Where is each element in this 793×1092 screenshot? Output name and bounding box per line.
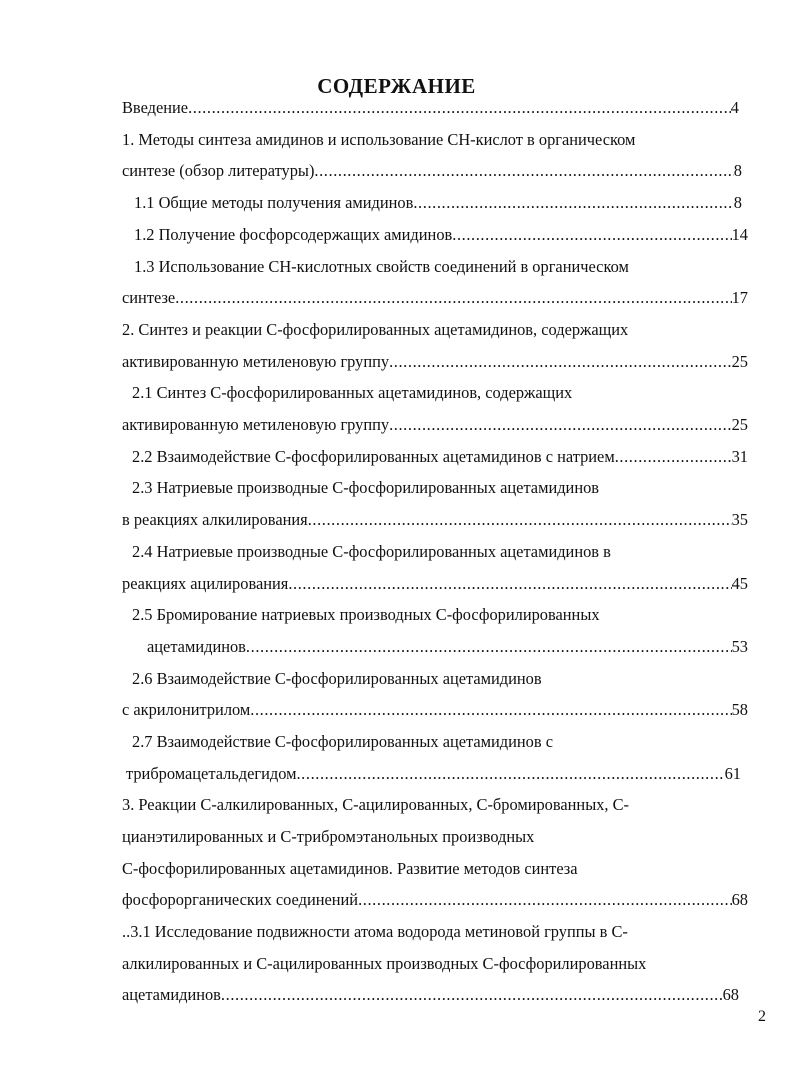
- toc-entry-text: Введение: [122, 98, 189, 117]
- toc-entry: [122, 96, 739, 120]
- toc-entry-page: 17: [731, 288, 748, 307]
- toc-entry: [122, 350, 748, 374]
- toc-entry: [126, 762, 741, 786]
- toc-entry: [122, 508, 748, 532]
- toc-entry-page: 53: [731, 637, 748, 656]
- toc-leader-dots: [188, 96, 731, 120]
- toc-leader-dots: [452, 223, 731, 247]
- toc-entry: [122, 698, 748, 722]
- toc-entry-text: трибромацетальдегидом: [126, 764, 297, 783]
- toc-leader-dots: [413, 191, 733, 215]
- toc-entry-text: с акрилонитрилом: [122, 700, 251, 719]
- toc-entry-text: в реакциях алкилирования: [122, 510, 308, 529]
- toc-entry-page: 61: [724, 764, 741, 783]
- toc-entry-line: 2.6 Взаимодействие С-фосфорилированных ацетамидинов: [132, 669, 542, 688]
- toc-entry-line: 1.3 Использование СН-кислотных свойств соединений в органическом: [134, 257, 629, 276]
- toc-entry-text: синтезе: [122, 288, 176, 307]
- toc-entry: [122, 572, 748, 596]
- toc-entry-line: 2.5 Бромирование натриевых производных С-фосфорилированных: [132, 605, 600, 624]
- toc-entry-line: 2.7 Взаимодействие С-фосфорилированных ацетамидинов с: [132, 732, 553, 751]
- toc-entry-line: ..3.1 Исследование подвижности атома водорода метиновой группы в С-: [122, 922, 628, 941]
- toc-entry-text: ацетамидинов: [122, 985, 221, 1004]
- toc-entry-page: 25: [731, 415, 748, 434]
- toc-entry-page: 35: [731, 510, 748, 529]
- toc-entry-text: синтезе (обзор литературы): [122, 161, 315, 180]
- toc-entry-page: 14: [731, 225, 748, 244]
- toc-leader-dots: [246, 635, 732, 659]
- toc-leader-dots: [221, 983, 723, 1007]
- toc-entry-line: 3. Реакции С-алкилированных, С-ацилированных, С-бромированных, С-: [122, 795, 629, 814]
- toc-entry: [122, 413, 748, 437]
- toc-entry-text: фосфорорганических соединений: [122, 890, 359, 909]
- toc-entry-page: 8: [733, 161, 742, 180]
- toc-entry-text: ацетамидинов: [147, 637, 246, 656]
- toc-entry-page: 68: [731, 890, 748, 909]
- toc-leader-dots: [358, 888, 732, 912]
- toc-entry-page: 68: [722, 985, 739, 1004]
- toc-entry-line: 1. Методы синтеза амидинов и использование СН-кислот в органическом: [122, 130, 636, 149]
- toc-leader-dots: [314, 159, 733, 183]
- toc-entry-page: 58: [731, 700, 748, 719]
- page-number: 2: [758, 1008, 766, 1025]
- toc-leader-dots: [175, 286, 731, 310]
- toc-entry-text: 2.2 Взаимодействие С-фосфорилированных ацетамидинов с натрием: [132, 447, 615, 466]
- toc-entry: [134, 191, 742, 215]
- toc-leader-dots: [389, 350, 732, 374]
- toc-entry: [132, 445, 748, 469]
- toc-entry-line: 2.4 Натриевые производные С-фосфорилированных ацетамидинов в: [132, 542, 611, 561]
- toc-entry: [122, 159, 742, 183]
- toc-entry-line: С-фосфорилированных ацетамидинов. Развитие методов синтеза: [122, 859, 578, 878]
- toc-entry-page: 31: [731, 447, 748, 466]
- toc-entry-page: 25: [731, 352, 748, 371]
- toc-leader-dots: [250, 698, 731, 722]
- toc-leader-dots: [296, 762, 724, 786]
- toc-entry-line: 2.3 Натриевые производные С-фосфорилированных ацетамидинов: [132, 478, 600, 497]
- toc-entry: [134, 223, 748, 247]
- toc-entry: [122, 286, 748, 310]
- toc-entry-text: 1.1 Общие методы получения амидинов: [134, 193, 414, 212]
- toc-leader-dots: [308, 508, 732, 532]
- toc-entry: [122, 888, 748, 912]
- document-title: СОДЕРЖАНИЕ: [317, 74, 476, 98]
- toc-leader-dots: [288, 572, 731, 596]
- toc-entry-text: активированную метиленовую группу: [122, 352, 390, 371]
- toc-entry-line: 2.1 Синтез С-фосфорилированных ацетамидинов, содержащих: [132, 383, 573, 402]
- toc-entry: [122, 983, 739, 1007]
- toc-entry-text: 1.2 Получение фосфорсодержащих амидинов: [134, 225, 453, 244]
- toc-entry-line: цианэтилированных и С-трибромэтанольных производных: [122, 827, 535, 846]
- toc-entry-text: реакциях ацилирования: [122, 574, 289, 593]
- toc-entry-line: 2. Синтез и реакции С-фосфорилированных ацетамидинов, содержащих: [122, 320, 629, 339]
- toc-entry-text: активированную метиленовую группу: [122, 415, 390, 434]
- toc-leader-dots: [615, 445, 732, 469]
- toc-entry: [147, 635, 748, 659]
- toc-entry-page: 4: [730, 98, 739, 117]
- toc-entry-page: 45: [731, 574, 748, 593]
- toc-leader-dots: [389, 413, 732, 437]
- toc-entry-line: алкилированных и С-ацилированных производных С-фосфорилированных: [122, 954, 647, 973]
- toc-entry-page: 8: [733, 193, 742, 212]
